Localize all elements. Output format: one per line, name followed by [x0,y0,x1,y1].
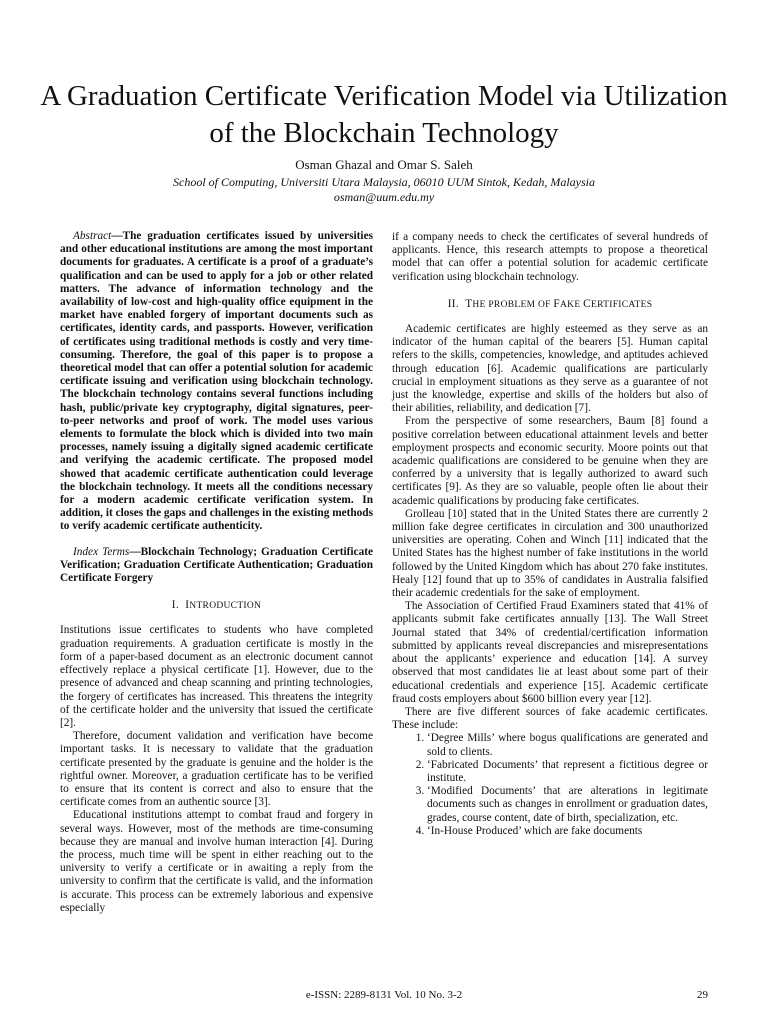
section2-paragraph-5: There are five different sources of fake academic certificates. These include: [392,705,708,732]
list-item: 4. ‘In-House Produced’ which are fake documents [427,825,708,838]
index-terms-lead: Index Terms [73,545,130,558]
intro-paragraph-3: Educational institutions attempt to combat fraud and forgery in several ways. However, most of the methods are time-consuming because they are manual and involve human interaction [4]. During the process, much time will be spent in either reaching out to the university to verify a certificate or in awaiting a reply from the university to confirm that the certificate is valid, and the information is accurate. This process can be extremely laborious and expensive especially [60,809,373,914]
section2-paragraph-4: The Association of Certified Fraud Examiners stated that 41% of applicants submit fake certificates annually [13]. The Wall Street Journal stated that 34% of credential/certification information submitted by applicants reveal discrepancies and misrepresentations about the applicants’ experience and education [14]. A survey observed that most candidates lie at least about some part of their educational credentials and experience [15]. Academic certificate fraud costs employers about $600 billion every year [12]. [392,600,708,705]
section-heading-rest: NTRODUCTION [189,601,262,612]
index-terms [60,546,373,586]
right-column [392,231,708,838]
authors: Osman Ghazal and Omar S. Saleh [295,157,473,172]
intro-paragraph-continued: if a company needs to check the certificates of several hundreds of applicants. Hence, this research attempts to propose a theoretical model that can offer a potential solution for academic certificate verification using blockchain technology. [392,231,708,283]
section-number: I. [171,599,179,612]
section-number: II. [447,297,459,310]
list-item: 1. ‘Degree Mills’ where bogus qualifications are generated and sold to clients. [427,732,708,758]
fake-sources-list [392,732,708,838]
email: osman@uum.edu.my [333,190,435,204]
paper-title: A Graduation Certificate Verification Model via Utilization of the Blockchain Technology [40,80,728,149]
abstract-text: —The graduation certificates issued by universities and other educational institutions are among the most important documents for graduates. A certificate is a proof of a graduate’s qualification and can be used to apply for a job or other related matters. The advance of information technology and the availability of low-cost and high-quality office equipment in the market have enabled forgery of important documents such as certificates, identity cards, and passports. However, verification of certificates using traditional methods is costly and very time-consuming. Therefore, the goal of this paper is to propose a theoretical model that can offer a potential solution for academic certificate issuing and verification using blockchain technology. The blockchain technology contains several functions including hash, public/private key cryptography, digital signatures, peer-to-peer networks and proof of work. The model uses various elements to formulate the block which is divided into two main processes, namely issuing a digitally signed academic certificate and verifying the academic certificate. The proposed model showed that academic certificate authentication could leverage the blockchain technology. It meets all the conditions necessary for a modern academic certificate verification system. In addition, it closes the gaps and challenges in the existing methods to verify academic certificate authenticity. [60,230,373,533]
heading-initial: F [553,297,561,310]
section2-paragraph-1: Academic certificates are highly esteemed as they serve as an indicator of the human capital of the bearers [5]. Human capital refers to the skills, competencies, knowledge, and aptitudes achieved through education [6]. Academic qualifications are particularly crucial in employment situations as they serve as a guarantee of not just the knowledge, expertise and skills of the holders but also of their abilities, reliability, and dedication [7]. [392,323,708,415]
left-column [60,230,373,915]
intro-paragraph-2: Therefore, document validation and verification have become important tasks. It is necessary to validate that the graduation certificate presented by the graduate is genuine and the holder is the rightful owner. Moreover, a graduation certificate has to be verified to ensure that its content is correct and also to ensure that the certificate comes from an authentic source [3]. [60,730,373,809]
heading-part: AKE [560,299,584,310]
heading-initial: C [583,297,591,310]
section-heading-introduction [60,599,373,613]
heading-initial: T [465,297,473,310]
list-item: 2. ‘Fabricated Documents’ that represent a fictitious degree or institute. [427,759,708,785]
footer-issn: e-ISSN: 2289-8131 Vol. 10 No. 3-2 [305,989,463,1001]
abstract [60,230,373,534]
section-heading-initial: I [185,599,190,612]
section2-paragraph-3: Grolleau [10] stated that in the United States there are currently 2 million fake degree certificates in circulation and 300 unauthorized universities are operating. Cohen and Winch [11] indicated that the United States has the highest number of fake institutions in the world followed by the United Kingdom which has about 270 fake institutes. Healy [12] found that up to 35% of candidates in Australia falsified their academic credentials for the sake of employment. [392,507,708,600]
section2-paragraph-2: From the perspective of some researchers, Baum [8] found a positive correlation between educational attainment levels and better employment prospects and economic security. Moore points out that academic qualifications are considered to be genuine when they are conferred by a university that is legally authorized to award such certificates [9]. As they are so valuable, people often lie about their academic qualifications by producing fake certificates. [392,415,708,507]
abstract-lead: Abstract [73,230,112,242]
section-heading-fake-certificates [392,298,708,312]
intro-paragraph-1: Institutions issue certificates to students who have completed graduation requirements. A graduation certificate is mostly in the form of a paper-based document as an electronic document cannot effectively replace a physical certificate [1]. However, due to the presence of advanced and cheap scanning and printing technologies, the forgery of certificates has increased. This threatens the integrity of the certificate holder and the university that issued the certificate [2]. [60,624,373,729]
heading-part: HE PROBLEM OF [472,299,554,310]
affiliation: School of Computing, Universiti Utara Malaysia, 06010 UUM Sintok, Kedah, Malaysia [173,175,595,189]
affiliation-block [0,175,768,205]
page-number: 29 [697,989,708,1001]
heading-part: ERTIFICATES [590,299,653,310]
index-terms-text: —Blockchain Technology; Graduation Certificate Verification; Graduation Certificate Authentication; Graduation Certificate Forgery [60,545,373,585]
list-item: 3. ‘Modified Documents’ that are alterations in legitimate documents such as changes in enrollment or graduation dates, grades, course content, date of birth, specialization, etc. [427,785,708,825]
